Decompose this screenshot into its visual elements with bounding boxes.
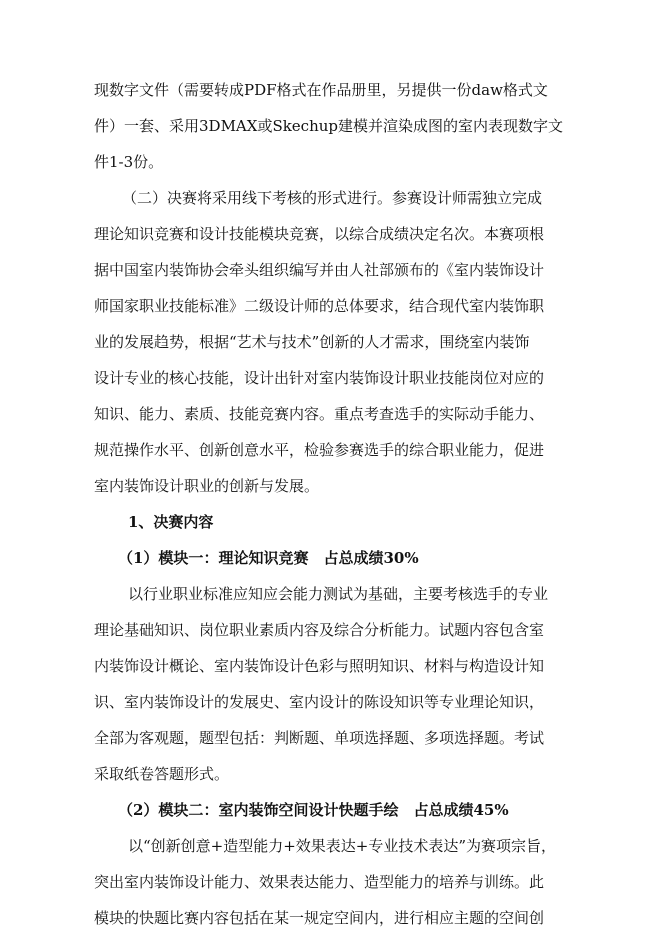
paragraph-line: 理论基础知识、岗位职业素质内容及综合分析能力。试题内容包含室 xyxy=(94,621,545,639)
paragraph-line: 件1-3份。 xyxy=(94,153,164,171)
paragraph-line: 知识、能力、素质、技能竞赛内容。重点考查选手的实际动手能力、 xyxy=(94,405,545,423)
paragraph-line: 件）一套、采用3DMAX或Skechup建模并渲染成图的室内表现数字文 xyxy=(94,117,564,135)
paragraph-line: 师国家职业技能标准》二级设计师的总体要求，结合现代室内装饰职 xyxy=(94,297,545,315)
section-heading: 1、决赛内容 xyxy=(128,513,214,531)
paragraph-line: 突出室内装饰设计能力、效果表达能力、造型能力的培养与训练。此 xyxy=(94,873,545,891)
paragraph-line: 采取纸卷答题形式。 xyxy=(94,765,230,783)
paragraph-line: 内装饰设计概论、室内装饰设计色彩与照明知识、材料与构造设计知 xyxy=(94,657,545,675)
paragraph-line: 规范操作水平、创新创意水平，检验参赛选手的综合职业能力，促进 xyxy=(94,441,545,459)
paragraph-line: 设计专业的核心技能，设计出针对室内装饰设计职业技能岗位对应的 xyxy=(94,369,545,387)
paragraph-line: 模块的快题比赛内容包括在某一规定空间内，进行相应主题的空间创 xyxy=(94,909,545,927)
module2-heading: （2）模块二：室内装饰空间设计快题手绘 占总成绩45% xyxy=(118,801,509,819)
paragraph-line: 业的发展趋势，根据“艺术与技术”创新的人才需求，围绕室内装饰 xyxy=(94,333,530,351)
paragraph-line: 全部为客观题，题型包括：判断题、单项选择题、多项选择题。考试 xyxy=(94,729,545,747)
paragraph-line: （二）决赛将采用线下考核的形式进行。参赛设计师需独立完成 xyxy=(122,189,543,207)
paragraph-line: 以“创新创意+造型能力+效果表达+专业技术表达”为赛项宗旨， xyxy=(128,837,557,855)
paragraph-line: 室内装饰设计职业的创新与发展。 xyxy=(94,477,320,495)
module1-heading: （1）模块一：理论知识竞赛 占总成绩30% xyxy=(118,549,419,567)
paragraph-line: 识、室内装饰设计的发展史、室内设计的陈设知识等专业理论知识， xyxy=(94,693,545,711)
paragraph-line: 现数字文件（需要转成PDF格式在作品册里，另提供一份daw格式文 xyxy=(94,81,548,99)
paragraph-line: 以行业职业标准应知应会能力测试为基础，主要考核选手的专业 xyxy=(128,585,549,603)
paragraph-line: 理论知识竞赛和设计技能模块竞赛，以综合成绩决定名次。本赛项根 xyxy=(94,225,545,243)
paragraph-line: 据中国室内装饰协会牵头组织编写并由人社部颁布的《室内装饰设计 xyxy=(94,261,545,279)
